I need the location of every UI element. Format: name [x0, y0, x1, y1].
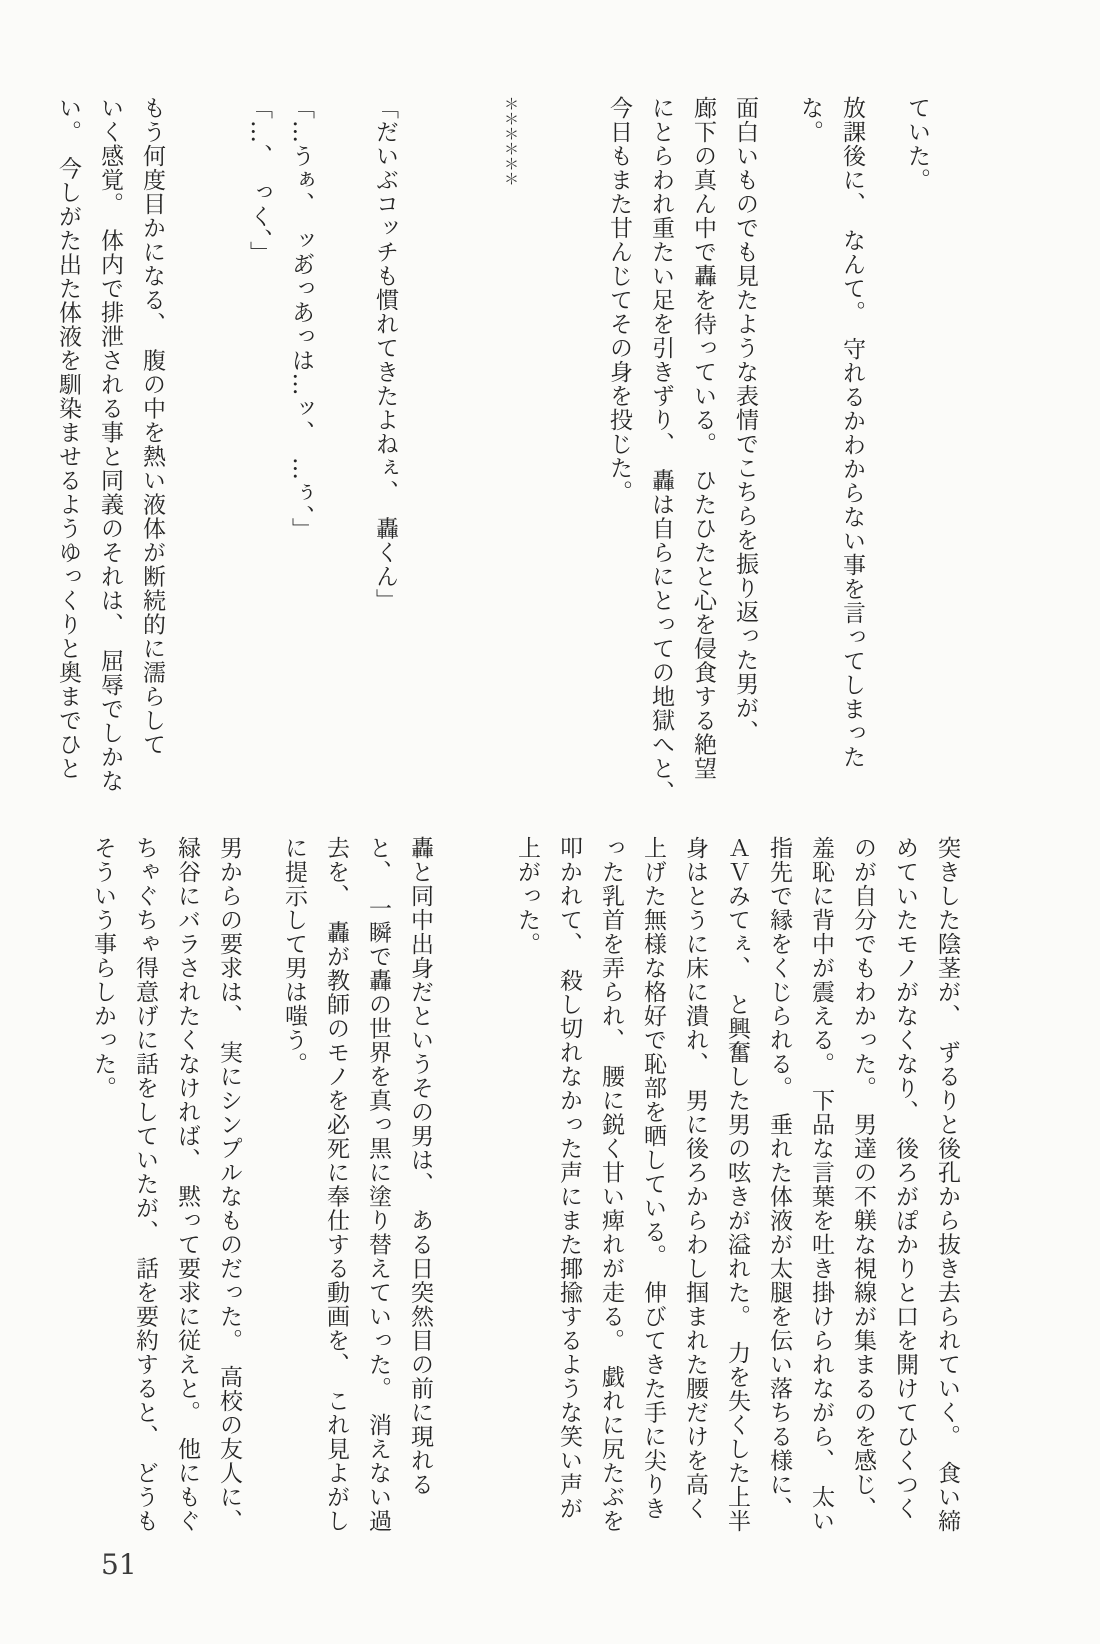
text-line: 上がった。 [514, 836, 540, 956]
text-line: 緑谷にバラされたくなければ、 黙って要求に従えと。 他にもぐ [174, 836, 200, 1533]
text-line: 叩かれて、 殺し切れなかった声にまた揶揄するような笑い声が [556, 836, 582, 1521]
text-line: ちゃぐちゃ得意げに話をしていたが、 話を要約すると、 どうも [132, 836, 158, 1533]
text-line: 羞恥に背中が震える。 下品な言葉を吐き掛けられながら、 太い [808, 836, 834, 1533]
text-line: 廊下の真ん中で轟を待っている。 ひたひたと心を侵食する絶望 [690, 96, 716, 781]
text-line: 轟と同中出身だというその男は、 ある日突然目の前に現れる [407, 836, 433, 1497]
text-line: 上げた無様な格好で恥部を晒している。 伸びてきた手に尖りき [640, 836, 666, 1521]
page-number: 51 [101, 1548, 137, 1581]
text-line: めていたモノがなくなり、 後ろがぽかりと口を開けてひくつく [892, 836, 918, 1521]
text-line: 放課後に、 なんて。 守れるかわからない事を言ってしまった [839, 96, 865, 769]
text-line: った乳首を弄られ、 腰に鋭く甘い痺れが走る。 戯れに尻たぶを [598, 836, 624, 1533]
top-text-band [47, 96, 938, 805]
text-line: 男からの要求は、 実にシンプルなものだった。 高校の友人に、 [216, 836, 242, 1533]
scene-divider: ＊＊＊＊＊＊ [502, 96, 520, 186]
dialogue-line: 「…うぁ、 ッあ゙っあっは…ッ、 …ぅ、」 [288, 96, 314, 542]
dialogue-line: 「だいぶコッチも慣れてきたよねぇ、 轟くん」 [372, 96, 398, 613]
text-line: と、 一瞬で轟の世界を真っ黒に塗り替えていった。 消えない過 [365, 836, 391, 1533]
text-line: に提示して男は嗤う。 [281, 836, 307, 1076]
text-line: 去を、 轟が教師のモノを必死に奉仕する動画を、 これ見よがし [323, 836, 349, 1533]
text-line: ていた。 [904, 96, 930, 192]
text-line: 突きした陰茎が、 ずるりと後孔から抜き去られていく。 食い締 [934, 836, 960, 1533]
bottom-text-band [82, 836, 968, 1533]
dialogue-line: 「…、 っく、」 [246, 96, 272, 265]
text-line: な。 [797, 96, 823, 144]
text-line: いく感覚。 体内で排泄される事と同義のそれは、 屈辱でしかな [97, 96, 123, 793]
text-line: い。 今しがた出た体液を馴染ませるようゆっくりと奥までひと [55, 96, 81, 781]
text-line: のが自分でもわかった。 男達の不躾な視線が集まるのを感じ、 [850, 836, 876, 1521]
text-line: 身はとうに床に潰れ、 男に後ろからわし掴まれた腰だけを高く [682, 836, 708, 1521]
text-line: にとらわれ重たい足を引きずり、 轟は自らにとっての地獄へと、 [648, 96, 674, 805]
text-line: 面白いものでも見たような表情でこちらを振り返った男が、 [732, 96, 758, 744]
text-line: もう何度目かになる、 腹の中を熱い液体が断続的に濡らして [139, 96, 165, 757]
text-line: ＡＶみてぇ、 と興奮した男の呟きが溢れた。 力を失くした上半 [724, 836, 750, 1533]
text-line: 今日もまた甘んじてその身を投じた。 [606, 96, 632, 504]
text-line: 指先で縁をくじられる。 垂れた体液が太腿を伝い落ちる様に、 [766, 836, 792, 1521]
text-line: そういう事らしかった。 [90, 836, 116, 1100]
